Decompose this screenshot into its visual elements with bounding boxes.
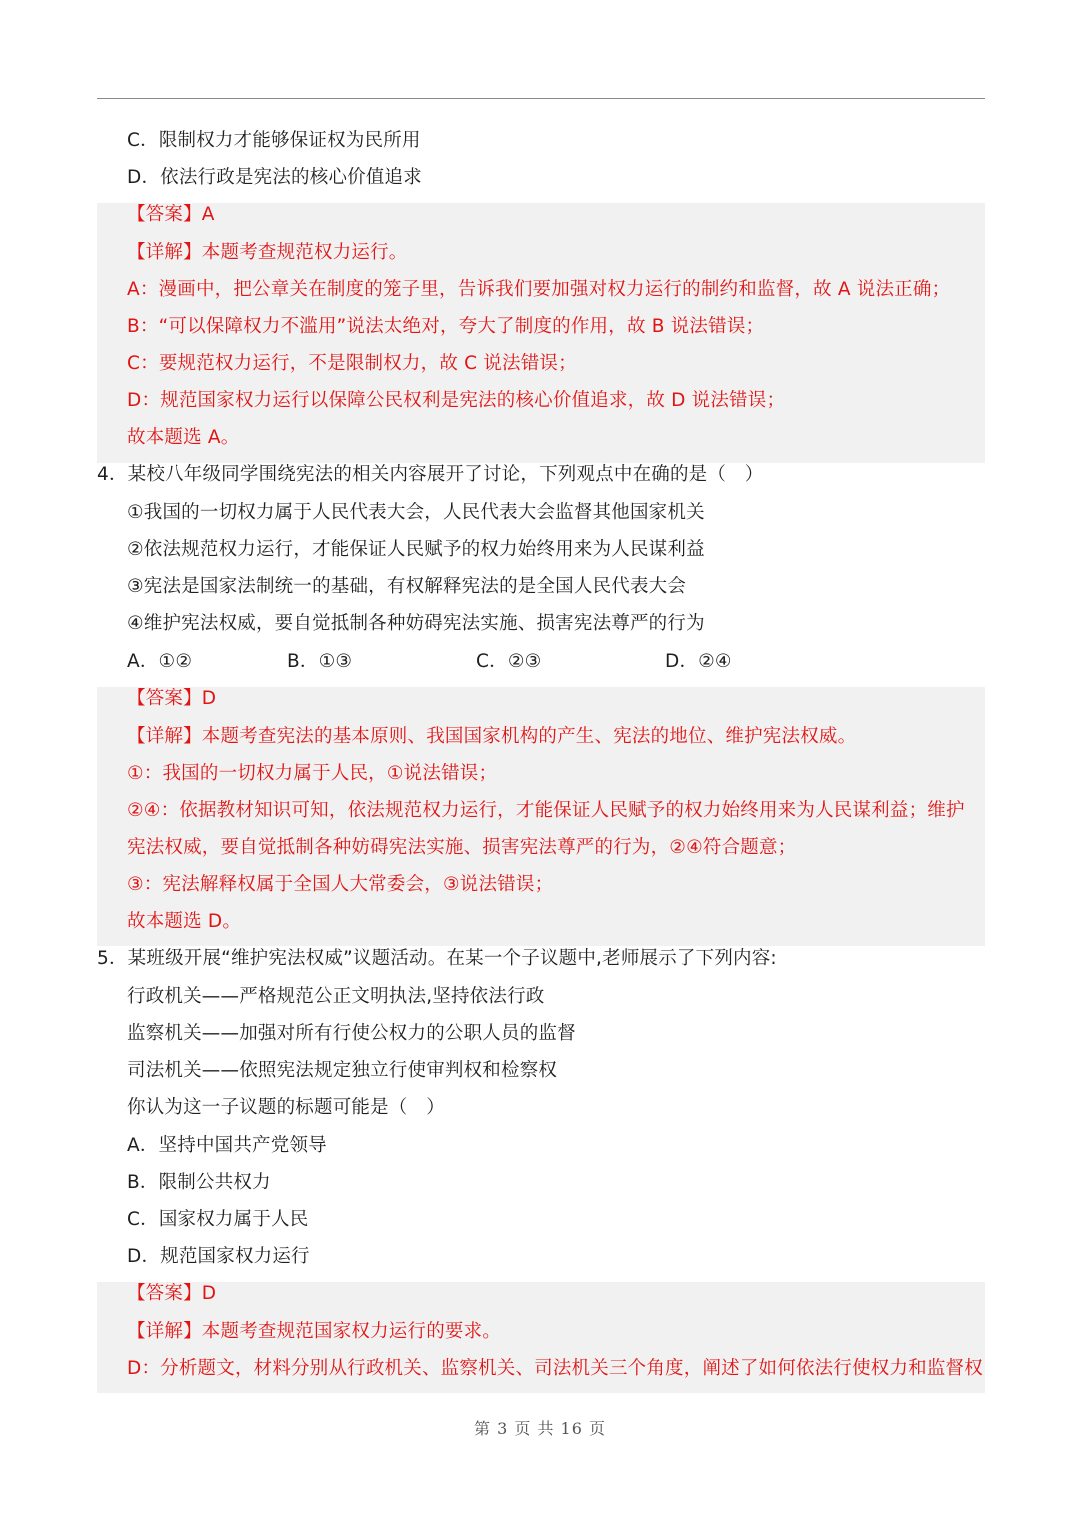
q4-option-b: B．①③ <box>287 651 353 672</box>
q5-option-c: C．国家权力属于人民 <box>127 1209 309 1230</box>
q5-option-d: D．规范国家权力运行 <box>127 1246 310 1267</box>
q4-item: ③宪法是国家法制统一的基础，有权解释宪法的是全国人民代表大会 <box>127 576 687 597</box>
explanation-line: D：分析题文，材料分别从行政机关、监察机关、司法机关三个角度，阐述了如何依法行使权力和监督权 <box>127 1358 983 1379</box>
explanation-conclusion: 故本题选 D。 <box>127 911 242 932</box>
explanation-line: ②④：依据教材知识可知，依法规范权力运行，才能保证人民赋予的权力始终用来为人民谋利益；维护 <box>127 800 965 821</box>
explanation-line: B：“可以保障权力不滥用”说法太绝对，夸大了制度的作用，故 B 说法错误； <box>127 316 765 337</box>
explanation-line: ③：宪法解释权属于全国人大常委会，③说法错误； <box>127 874 554 895</box>
page-footer: 第 3 页 共 16 页 <box>474 1419 606 1438</box>
q5-question: 你认为这一子议题的标题可能是（ ） <box>127 1097 445 1118</box>
q5-item: 监察机关——加强对所有行使公权力的公职人员的监督 <box>127 1023 576 1044</box>
explanation-intro: 【详解】本题考查规范权力运行。 <box>127 242 408 263</box>
q4-stem: 4．某校八年级同学围绕宪法的相关内容展开了讨论，下列观点中在确的是（ ） <box>97 464 764 485</box>
q4-option-d: D．②④ <box>665 651 732 672</box>
q4-item: ①我国的一切权力属于人民代表大会，人民代表大会监督其他国家机关 <box>127 502 705 523</box>
q3-option-d: D．依法行政是宪法的核心价值追求 <box>127 167 422 188</box>
explanation-line: C：要规范权力运行，不是限制权力，故 C 说法错误； <box>127 353 577 374</box>
answer-label: 【答案】D <box>127 688 217 709</box>
q4-item: ②依法规范权力运行，才能保证人民赋予的权力始终用来为人民谋利益 <box>127 539 705 560</box>
q4-option-c: C．②③ <box>476 651 542 672</box>
explanation-intro: 【详解】本题考查宪法的基本原则、我国国家机构的产生、宪法的地位、维护宪法权威。 <box>127 726 857 747</box>
answer-label: 【答案】D <box>127 1283 217 1304</box>
q4-options <box>127 643 827 680</box>
header-rule <box>97 98 985 99</box>
q5-option-b: B．限制公共权力 <box>127 1172 271 1193</box>
q5-stem: 5．某班级开展“维护宪法权威”议题活动。在某一个子议题中,老师展示了下列内容: <box>97 948 777 969</box>
explanation-line: 宪法权威，要自觉抵制各种妨碍宪法实施、损害宪法尊严的行为，②④符合题意； <box>127 837 797 858</box>
explanation-line: A：漫画中，把公章关在制度的笼子里，告诉我们要加强对权力运行的制约和监督，故 A 说法正确； <box>127 279 951 300</box>
explanation-line: ①：我国的一切权力属于人民，①说法错误； <box>127 763 498 784</box>
q4-option-a: A．①② <box>127 651 193 672</box>
explanation-intro: 【详解】本题考查规范国家权力运行的要求。 <box>127 1321 502 1342</box>
q5-item: 司法机关——依照宪法规定独立行使审判权和检察权 <box>127 1060 558 1081</box>
q5-option-a: A．坚持中国共产党领导 <box>127 1135 327 1156</box>
explanation-conclusion: 故本题选 A。 <box>127 427 240 448</box>
answer-label: 【答案】A <box>127 204 215 225</box>
q5-item: 行政机关——严格规范公正文明执法,坚持依法行政 <box>127 986 545 1007</box>
q3-option-c: C．限制权力才能够保证权为民所用 <box>127 130 421 151</box>
explanation-line: D：规范国家权力运行以保障公民权利是宪法的核心价值追求，故 D 说法错误； <box>127 390 786 411</box>
q4-item: ④维护宪法权威，要自觉抵制各种妨碍宪法实施、损害宪法尊严的行为 <box>127 613 705 634</box>
